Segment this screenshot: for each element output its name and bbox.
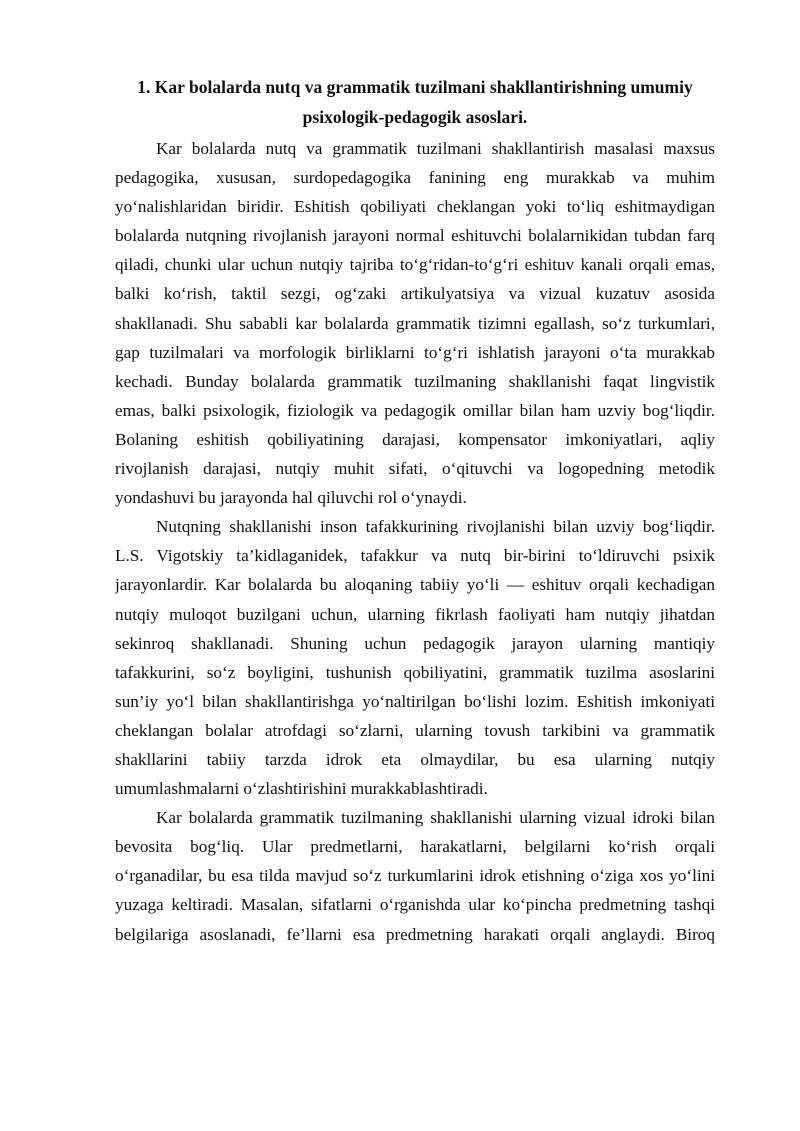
paragraph-line: jarayonlardir. Kar bolalarda bu aloqaning tabiiy yo‘li — eshituv orqali kechadigan xyxy=(115,575,715,595)
paragraph-line: sun’iy yo‘l bilan shakllantirishga yo‘naltirilgan bo‘lishi lozim. Eshitish imkoniyati xyxy=(115,691,715,711)
paragraph-line: yondashuvi bu jarayonda hal qiluvchi rol o‘ynaydi. xyxy=(115,488,467,508)
paragraph-line: nutqiy muloqot buzilgani uchun, ularning fikrlash faoliyati ham nutqiy jihatdan xyxy=(115,604,715,624)
paragraph-line: o‘rganadilar, bu esa tilda mavjud so‘z turkumlarini idrok etishning o‘ziga xos yo‘lini xyxy=(115,866,715,886)
paragraph-line: shakllanadi. Shu sababli kar bolalarda grammatik tizimni egallash, so‘z turkumlari, xyxy=(115,313,715,333)
paragraph-line: umumlashmalarni o‘zlashtirishini murakkablashtiradi. xyxy=(115,779,488,799)
paragraph-line: Nutqning shakllanishi inson tafakkurining rivojlanishi bilan uzviy bog‘liqdir. xyxy=(156,517,715,537)
paragraph-line: pedagogika, xususan, surdopedagogika fanining eng murakkab va muhim xyxy=(115,168,715,188)
paragraph-line: yuzaga keltiradi. Masalan, sifatlarni o‘rganishda ular ko‘pincha predmetning tashqi xyxy=(115,895,715,915)
section-title xyxy=(115,72,715,132)
paragraph-line: balki ko‘rish, taktil sezgi, og‘zaki artikulyatsiya va vizual kuzatuv asosida xyxy=(115,284,715,304)
paragraph-line: yo‘nalishlaridan biridir. Eshitish qobiliyati cheklangan yoki to‘liq eshitmaydigan xyxy=(115,197,715,217)
paragraph-line: cheklangan bolalar atrofdagi so‘zlarni, ularning tovush tarkibini va grammatik xyxy=(115,720,715,740)
paragraph-line: bolalarda nutqning rivojlanish jarayoni normal eshituvchi bolalarnikidan tubdan farq xyxy=(115,226,715,246)
paragraph-line: Kar bolalarda nutq va grammatik tuzilmani shakllantirish masalasi maxsus xyxy=(156,139,715,158)
paragraph-2 xyxy=(115,512,715,803)
paragraph-line: emas, balki psixologik, fiziologik va pedagogik omillar bilan ham uzviy bog‘liqdir. xyxy=(115,400,715,420)
paragraph-1 xyxy=(115,134,715,512)
section-title-line-1: 1. Kar bolalarda nutq va grammatik tuzilmani shakllantirishning umumiy xyxy=(137,77,693,97)
body-text xyxy=(115,134,715,949)
paragraph-line: Bolaning eshitish qobiliyatining darajasi, kompensator imkoniyatlari, aqliy xyxy=(115,429,715,449)
section-title-line-2: psixologik-pedagogik asoslari. xyxy=(302,107,528,127)
paragraph-line: rivojlanish darajasi, nutqiy muhit sifati, o‘qituvchi va logopedning metodik xyxy=(115,459,715,479)
paragraph-3 xyxy=(115,803,715,948)
paragraph-line: bevosita bog‘liq. Ular predmetlarni, harakatlarni, belgilarni ko‘rish orqali xyxy=(115,837,715,857)
paragraph-line: Kar bolalarda grammatik tuzilmaning shakllanishi ularning vizual idroki bilan xyxy=(156,808,715,828)
paragraph-line: sekinroq shakllanadi. Shuning uchun pedagogik jarayon ularning mantiqiy xyxy=(115,633,715,653)
paragraph-line: kechadi. Bunday bolalarda grammatik tuzilmaning shakllanishi faqat lingvistik xyxy=(115,371,715,391)
paragraph-line: belgilariga asoslanadi, fe’llarni esa predmetning harakati orqali anglaydi. Biroq xyxy=(115,924,715,944)
paragraph-line: gap tuzilmalari va morfologik birliklarni to‘g‘ri ishlatish jarayoni o‘ta murakkab xyxy=(115,342,715,362)
paragraph-line: tafakkurini, so‘z boyligini, tushunish qobiliyatini, grammatik tuzilma asoslarini xyxy=(115,662,715,682)
paragraph-line: qiladi, chunki ular uchun nutqiy tajriba to‘g‘ridan-to‘g‘ri eshituv kanali orqali emas, xyxy=(115,255,715,275)
paragraph-line: shakllarini tabiiy tarzda idrok eta olmaydilar, bu esa ularning nutqiy xyxy=(115,749,715,769)
paragraph-line: L.S. Vigotskiy ta’kidlaganidek, tafakkur va nutq bir-birini to‘ldiruvchi psixik xyxy=(115,546,715,566)
